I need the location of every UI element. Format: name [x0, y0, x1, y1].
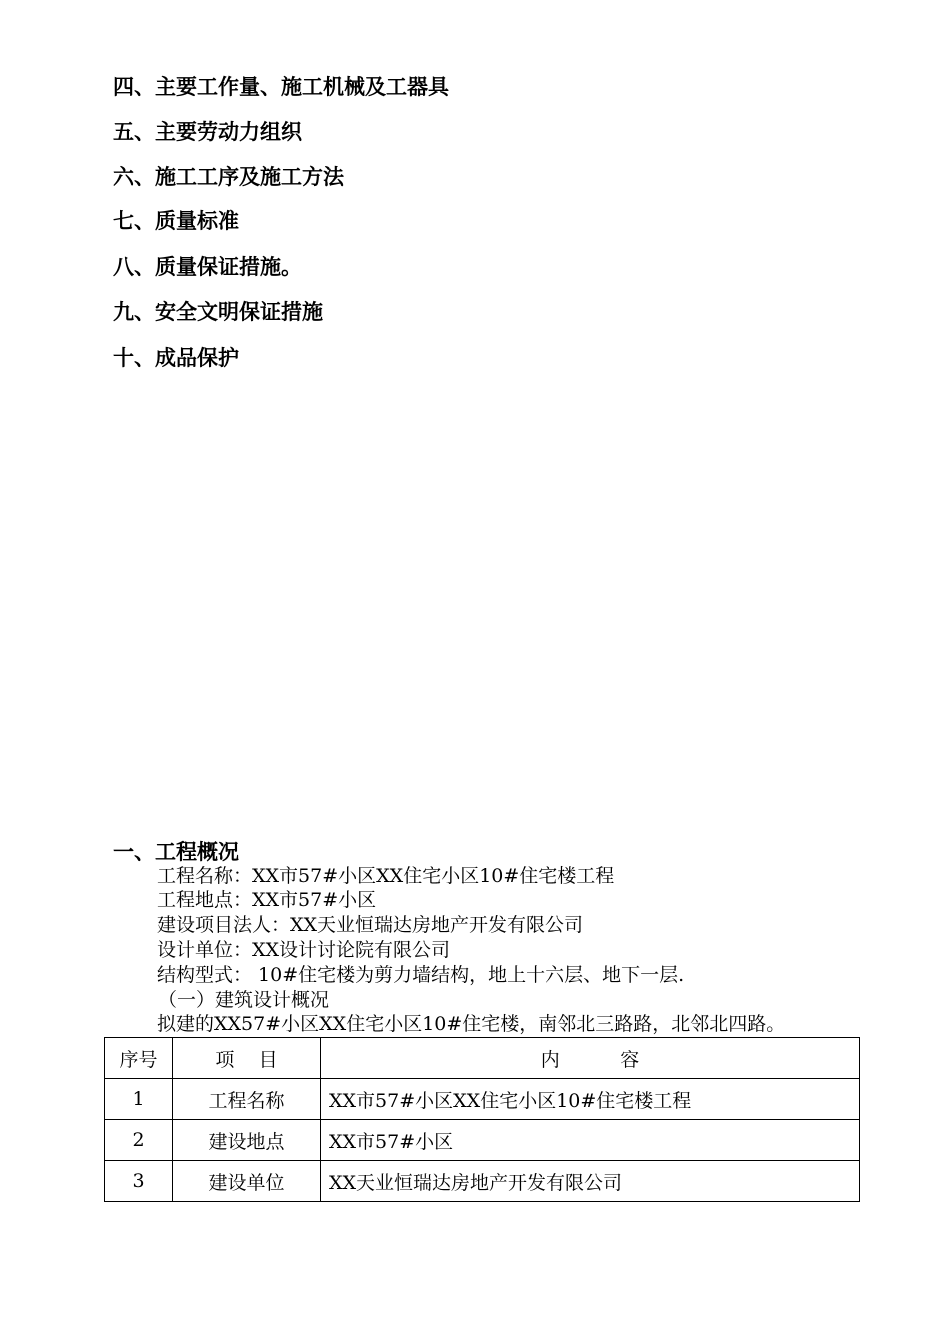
table-row	[105, 1161, 860, 1202]
project-info-table	[104, 1037, 860, 1202]
project-location-line: 工程地点：XX市57#小区	[157, 889, 377, 911]
intro-line: 拟建的XX57#小区XX住宅小区10#住宅楼，南邻北三路路，北邻北四路。	[157, 1013, 786, 1035]
structure-type-line: 结构型式： 10#住宅楼为剪力墙结构，地上十六层、地下一层.	[157, 964, 685, 986]
table-row	[105, 1079, 860, 1120]
row-content: XX市57#小区	[321, 1120, 860, 1161]
row-item: 建设单位	[173, 1161, 321, 1202]
row-no: 1	[105, 1079, 173, 1120]
toc-item: 十、成品保护	[113, 346, 239, 370]
table-header-row	[105, 1038, 860, 1079]
row-content: XX天业恒瑞达房地产开发有限公司	[321, 1161, 860, 1202]
row-no: 3	[105, 1161, 173, 1202]
design-unit-line: 设计单位：XX设计讨论院有限公司	[157, 939, 451, 961]
toc-item: 八、质量保证措施。	[113, 255, 302, 279]
row-no: 2	[105, 1120, 173, 1161]
header-item: 项 目	[173, 1038, 321, 1079]
section-heading: 一、工程概况	[113, 840, 239, 864]
row-item: 建设地点	[173, 1120, 321, 1161]
toc-item: 九、安全文明保证措施	[113, 300, 323, 324]
row-item: 工程名称	[173, 1079, 321, 1120]
header-content: 内 容	[321, 1038, 860, 1079]
row-content: XX市57#小区XX住宅小区10#住宅楼工程	[321, 1079, 860, 1120]
table-row	[105, 1120, 860, 1161]
toc-item: 四、主要工作量、施工机械及工器具	[113, 75, 449, 99]
toc-item: 五、主要劳动力组织	[113, 120, 302, 144]
subsection-heading: （一）建筑设计概况	[158, 989, 330, 1011]
project-name-line: 工程名称：XX市57#小区XX住宅小区10#住宅楼工程	[157, 865, 615, 887]
header-no: 序号	[105, 1038, 173, 1079]
toc-item: 七、质量标准	[113, 209, 239, 233]
legal-person-line: 建设项目法人：XX天业恒瑞达房地产开发有限公司	[157, 914, 584, 936]
toc-item: 六、施工工序及施工方法	[113, 165, 344, 189]
